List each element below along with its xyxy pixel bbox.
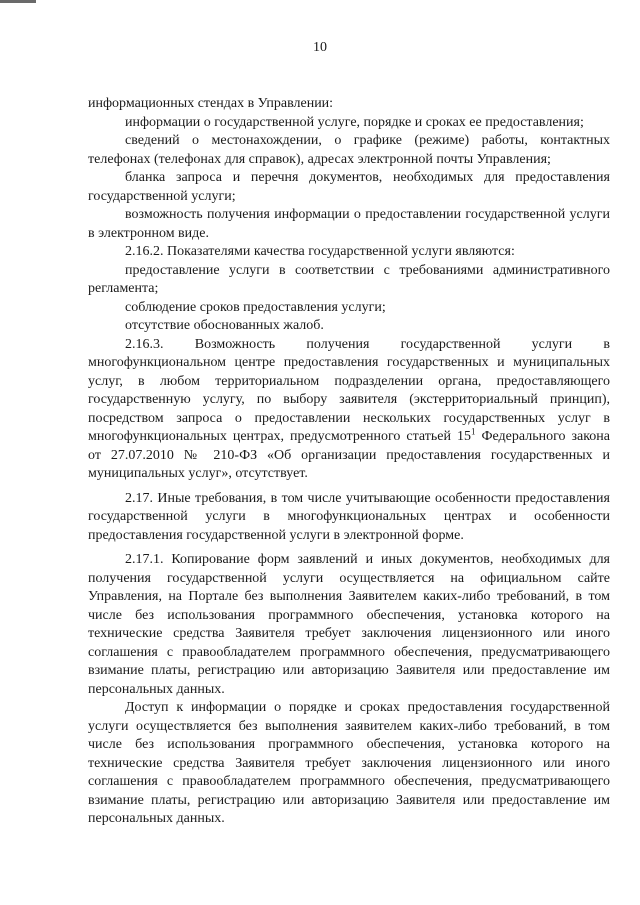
- paragraph-info-service: информации о государственной услуге, порядке и сроках ее предоставления;: [125, 114, 584, 130]
- paragraph-2-17: 2.17. Иные требования, в том числе учитывающие особенности предоставления государственной услуги в многофункциональных центрах и особенности предоставления государственной услуги в электронной форме.: [88, 490, 610, 543]
- paragraph-2-16-3: [88, 336, 610, 484]
- paragraph-2-16-2: 2.16.2. Показателями качества государственной услуги являются:: [125, 244, 515, 259]
- document-body: [88, 95, 610, 829]
- paragraph-request-form: бланка запроса и перечня документов, необходимых для предоставления государственной услуги;: [88, 170, 610, 204]
- paragraph-no-complaints: отсутствие обоснованных жалоб.: [125, 318, 324, 333]
- paragraph-electronic-info: возможность получения информации о предоставлении государственной услуги в электронном виде.: [88, 207, 610, 241]
- page-number: 10: [313, 40, 327, 55]
- paragraph-stands: информационных стендах в Управлении:: [88, 96, 334, 111]
- paragraph-location-info: сведений о местонахождении, о графике (режиме) работы, контактных телефонах (телефонах для справок), адресах электронной почты Управления;: [88, 133, 610, 167]
- article-superscript: 1: [470, 426, 476, 437]
- paragraph-deadlines: соблюдение сроков предоставления услуги;: [125, 299, 386, 315]
- scan-corner-mark: [0, 0, 36, 3]
- paragraph-2-17-1: 2.17.1. Копирование форм заявлений и иных документов, необходимых для получения государственной услуги осуществляется на официальном сайте Управления, на Портале без выполнения Заявителем каких-либо требований, в том числе без использования программного обеспечения, установка которого на технические средства Заявителя требует заключения лицензионного или иного соглашения с правообладателем программного обеспечения, предусматривающего взимание платы, регистрацию или авторизацию Заявителя или предоставление им персональных данных.: [88, 552, 610, 697]
- paragraph-access-info: Доступ к информации о порядке и сроках предоставления государственной услуги осуществляется без выполнения заявителем каких-либо требований, в том числе без использования программного обеспечения, установка которого на технические средства Заявителя требует заключения лицензионного или иного соглашения с правообладателем программного обеспечения, предусматривающего взимание платы, регистрацию или авторизацию Заявителя или предоставление им персональных данных.: [88, 700, 610, 826]
- paragraph-compliance: предоставление услуги в соответствии с требованиями административного регламента;: [88, 262, 610, 296]
- paragraph-2-16-3-part-1: 2.16.3. Возможность получения государственной услуги в многофункциональном центре предоставления государственных и муниципальных услуг, в любом территориальном подразделении органа, предоставляющего государственную услугу, по выбору заявителя (экстерриториальный принцип), посредством запроса о предоставлении нескольких государственных услуг в многофункциональных центрах, предусмотренного статьей 15: [88, 336, 610, 444]
- paragraph-2-16-3-part-2: Федерального закона от 27.07.2010 № 210-ФЗ «Об организации предоставления государственных и муниципальных услуг», отсутствует.: [88, 429, 610, 481]
